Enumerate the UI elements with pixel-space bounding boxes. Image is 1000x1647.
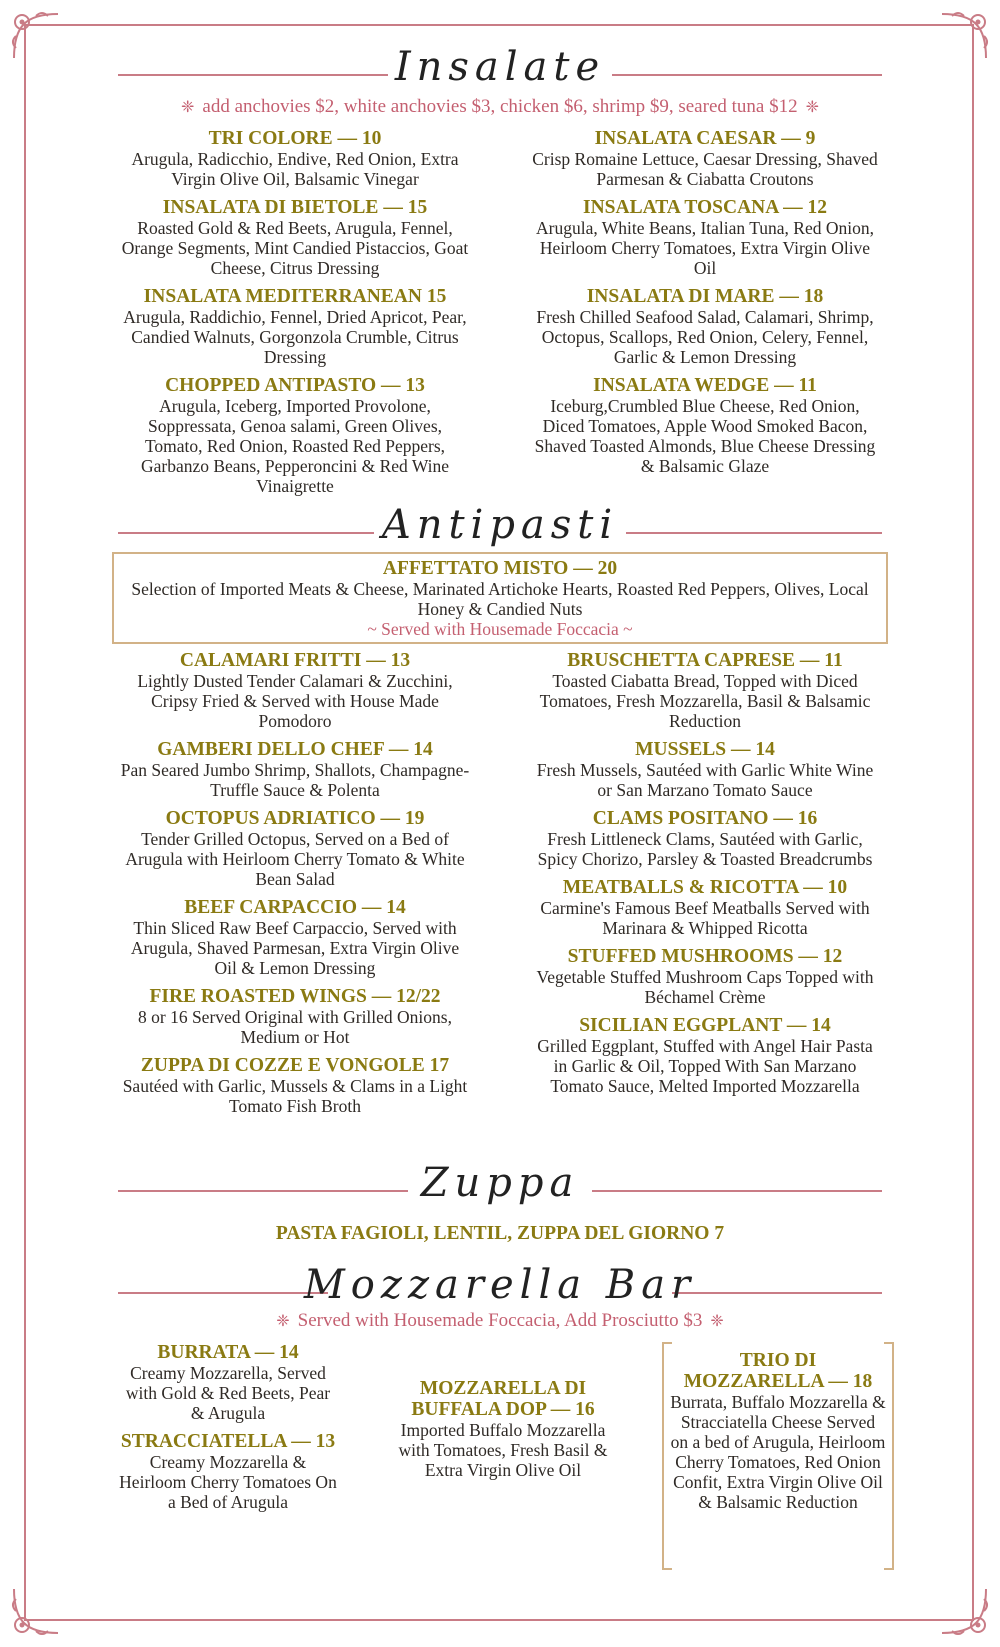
menu-item (118, 1342, 338, 1423)
item-desc: Fresh Mussels, Sautéed with Garlic White Wine or San Marzano Tomato Sauce (536, 760, 874, 800)
diamond-icon: ❈ (276, 1313, 290, 1330)
item-title: INSALATA WEDGE — 11 (593, 375, 817, 396)
corner-flourish-icon (934, 1581, 994, 1641)
item-desc: Crisp Romaine Lettuce, Caesar Dressing, Shaved Parmesan & Ciabatta Croutons (532, 149, 878, 189)
item-desc: Lightly Dusted Tender Calamari & Zucchini, Cripsy Fried & Served with House Made Pomodoro (137, 671, 453, 731)
menu-item (530, 808, 880, 869)
item-title: BRUSCHETTA CAPRESE — 11 (567, 650, 843, 671)
mozzarella-middle-column (392, 1378, 614, 1488)
item-title: INSALATA TOSCANA — 12 (583, 197, 827, 218)
item-desc: Thin Sliced Raw Beef Carpaccio, Served with Arugula, Shaved Parmesan, Extra Virgin Olive Oil & Lemon Dressing (130, 918, 460, 978)
item-desc: Selection of Imported Meats & Cheese, Marinated Artichoke Hearts, Roasted Red Peppers, Olives, Local Honey & Candied Nuts (131, 579, 869, 619)
item-title: INSALATA DI MARE — 18 (586, 286, 824, 307)
item-desc: Sautéed with Garlic, Mussels & Clams in a Light Tomato Fish Broth (122, 1076, 468, 1116)
menu-item (120, 197, 470, 278)
insalate-left-column (120, 128, 470, 504)
item-title: MEATBALLS & RICOTTA — 10 (562, 877, 848, 898)
item-title: STRACCIATELLA — 13 (120, 1431, 336, 1452)
menu-item (530, 739, 880, 800)
section-title: Zuppa (420, 1160, 580, 1206)
item-desc: Fresh Chilled Seafood Salad, Calamari, Shrimp, Octopus, Scallops, Red Onion, Celery, Fennel, Garlic & Lemon Dressing (536, 307, 874, 367)
diamond-icon: ❈ (710, 1313, 724, 1330)
menu-item (120, 986, 470, 1047)
section-title: Antipasti (381, 502, 619, 548)
menu-item (530, 650, 880, 731)
corner-flourish-icon (6, 1581, 66, 1641)
item-desc: Pan Seared Jumbo Shrimp, Shallots, Champagne-Truffle Sauce & Polenta (120, 760, 470, 800)
menu-item (530, 375, 880, 476)
menu-item (120, 808, 470, 889)
item-title: OCTOPUS ADRIATICO — 19 (165, 808, 425, 829)
menu-item (530, 286, 880, 367)
diamond-icon: ❈ (805, 99, 819, 116)
antipasti-left-column (120, 650, 470, 1124)
menu-item (392, 1378, 614, 1480)
diamond-icon: ❈ (181, 99, 195, 116)
item-title: TRIO DI MOZZARELLA — 18 (683, 1350, 873, 1392)
menu-item (530, 1015, 880, 1096)
item-desc: Tender Grilled Octopus, Served on a Bed of Arugula with Heirloom Cherry Tomato & White Bean Salad (125, 829, 465, 889)
item-desc: Arugula, Radicchio, Endive, Red Onion, Extra Virgin Olive Oil, Balsamic Vinegar (131, 149, 459, 189)
menu-item (120, 1055, 470, 1116)
addons-text: add anchovies $2, white anchovies $3, chicken $6, shrimp $9, seared tuna $12 (202, 96, 798, 117)
menu-item (120, 286, 470, 367)
item-desc: Grilled Eggplant, Stuffed with Angel Hair Pasta in Garlic & Oil, Topped With San Marzano Tomato Sauce, Melted Imported Mozzarella (537, 1036, 873, 1096)
menu-item (530, 946, 880, 1007)
item-title: CHOPPED ANTIPASTO — 13 (165, 375, 425, 396)
item-title: STUFFED MUSHROOMS — 12 (567, 946, 843, 967)
insalate-right-column (530, 128, 880, 484)
mozzarella-note (0, 1310, 1000, 1332)
insalate-addons (0, 96, 1000, 118)
zuppa-item: PASTA FAGIOLI, LENTIL, ZUPPA DEL GIORNO 7 (275, 1223, 725, 1244)
insalate-header (0, 44, 1000, 104)
menu-item (120, 375, 470, 496)
item-title: CALAMARI FRITTI — 13 (179, 650, 411, 671)
item-title: GAMBERI DELLO CHEF — 14 (157, 739, 433, 760)
item-desc: Creamy Mozzarella & Heirloom Cherry Tomatoes On a Bed of Arugula (119, 1452, 337, 1512)
item-desc: Burrata, Buffalo Mozzarella & Stracciatella Cheese Served on a bed of Arugula, Heirloom Cherry Tomatoes, Red Onion Confit, Extra Virgin Olive Oil & Balsamic Reduction (670, 1392, 886, 1512)
item-title: FIRE ROASTED WINGS — 12/22 (149, 986, 441, 1007)
item-desc: Imported Buffalo Mozzarella with Tomatoes, Fresh Basil & Extra Virgin Olive Oil (398, 1420, 608, 1480)
item-title: INSALATA CAESAR — 9 (594, 128, 816, 149)
menu-item (120, 739, 470, 800)
item-desc: 8 or 16 Served Original with Grilled Onions, Medium or Hot (138, 1007, 452, 1047)
item-title: BURRATA — 14 (157, 1342, 299, 1363)
item-desc: Iceburg,Crumbled Blue Cheese, Red Onion, Diced Tomatoes, Apple Wood Smoked Bacon, Shaved Toasted Almonds, Blue Cheese Dressing & Balsamic Glaze (534, 396, 876, 476)
menu-item (670, 1350, 886, 1512)
item-title: INSALATA DI BIETOLE — 15 (162, 197, 428, 218)
item-desc: Arugula, Raddichio, Fennel, Dried Apricot, Pear, Candied Walnuts, Gorgonzola Crumble, Citrus Dressing (123, 307, 467, 367)
menu-item (120, 128, 470, 189)
item-desc: Arugula, White Beans, Italian Tuna, Red Onion, Heirloom Cherry Tomatoes, Extra Virgin Olive Oil (536, 218, 874, 278)
menu-item (118, 1431, 338, 1512)
menu-item (530, 197, 880, 278)
mozzarella-left-column (118, 1342, 338, 1520)
item-title: MUSSELS — 14 (635, 739, 775, 760)
item-title: TRI COLORE — 10 (208, 128, 382, 149)
item-title: ZUPPA DI COZZE E VONGOLE 17 (140, 1055, 450, 1076)
item-title: SICILIAN EGGPLANT — 14 (579, 1015, 831, 1036)
item-title: INSALATA MEDITERRANEAN 15 (143, 286, 447, 307)
item-desc: Arugula, Iceberg, Imported Provolone, Soppressata, Genoa salami, Green Olives, Tomato, Red Onion, Roasted Red Peppers, Garbanzo Beans, Pepperoncini & Red Wine Vinaigrette (140, 396, 450, 496)
item-desc: Roasted Gold & Red Beets, Arugula, Fennel, Orange Segments, Mint Candied Pistaccios, Goat Cheese, Citrus Dressing (121, 218, 469, 278)
menu-item (530, 128, 880, 189)
antipasti-right-column (530, 650, 880, 1104)
section-title: Mozzarella Bar (303, 1262, 697, 1308)
section-title: Insalate (394, 44, 606, 90)
item-title: CLAMS POSITANO — 16 (592, 808, 818, 829)
menu-item (120, 650, 470, 731)
zuppa-header (0, 1160, 1000, 1220)
trio-item-box (662, 1342, 894, 1570)
item-desc: Creamy Mozzarella, Served with Gold & Red Beets, Pear & Arugula (125, 1363, 331, 1423)
item-desc: Toasted Ciabatta Bread, Topped with Diced Tomatoes, Fresh Mozzarella, Basil & Balsamic Reduction (539, 671, 871, 731)
item-title: MOZZARELLA DI BUFFALA DOP — 16 (411, 1378, 595, 1420)
item-desc: Fresh Littleneck Clams, Sautéed with Garlic, Spicy Chorizo, Parsley & Toasted Breadcrumbs (537, 829, 873, 869)
note-text: Served with Housemade Foccacia, Add Prosciutto $3 (297, 1310, 703, 1331)
featured-item-box (112, 552, 888, 644)
item-desc: Carmine's Famous Beef Meatballs Served with Marinara & Whipped Ricotta (540, 898, 870, 938)
menu-item (530, 877, 880, 938)
menu-item (120, 897, 470, 978)
item-desc: Vegetable Stuffed Mushroom Caps Topped with Béchamel Crème (536, 967, 874, 1007)
item-title: BEEF CARPACCIO — 14 (184, 897, 406, 918)
item-title: AFFETTATO MISTO — 20 (382, 558, 618, 579)
served-note: ~ Served with Housemade Foccacia ~ (367, 619, 633, 639)
